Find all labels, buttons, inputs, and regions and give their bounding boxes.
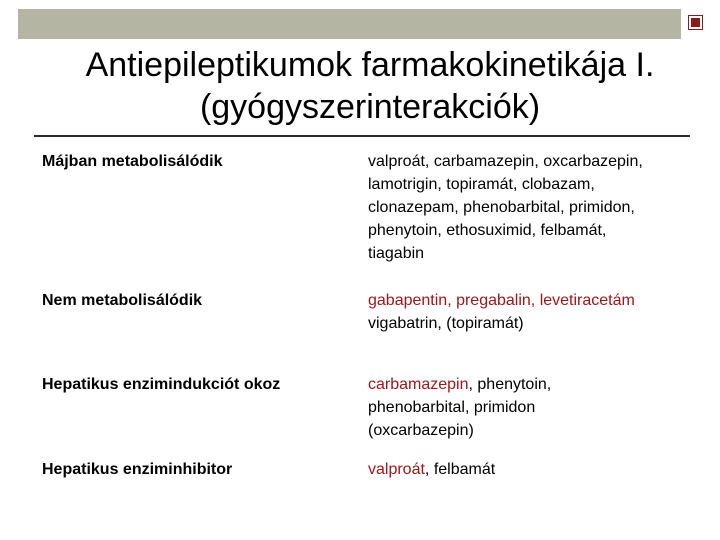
value-line: vigabatrin, (topiramát) (368, 315, 524, 332)
row-value-not-metabolized (368, 289, 688, 335)
slide-top-bar (18, 9, 681, 39)
value-text: , phenytoin, (468, 376, 552, 393)
title-divider (34, 135, 690, 137)
row-value-enzyme-inhibitor (368, 458, 688, 481)
row-label-not-metabolized: Nem metabolisálódik (42, 292, 203, 309)
title-line-2: (gyógyszerinterakciók) (199, 88, 541, 126)
value-line (368, 373, 688, 396)
row-value-metabolized (368, 150, 688, 265)
value-line: clonazepam, phenobarbital, primidon, (368, 199, 635, 216)
value-highlight: carbamazepin (368, 376, 469, 393)
value-line: valproát, carbamazepin, oxcarbazepin, (368, 153, 643, 170)
row-label-metabolized: Májban metabolisálódik (42, 153, 223, 170)
row-label-enzyme-inducer: Hepatikus enzimindukciót okoz (42, 376, 281, 393)
value-line: phenobarbital, primidon (368, 399, 536, 416)
row-label-enzyme-inhibitor: Hepatikus enziminhibitor (42, 461, 233, 478)
value-line: lamotrigin, topiramát, clobazam, (368, 176, 595, 193)
value-line (368, 458, 688, 481)
value-highlight: gabapentin, pregabalin, levetiracetám (368, 292, 635, 309)
value-line: (oxcarbazepin) (368, 422, 474, 439)
value-text: , felbamát (424, 461, 496, 478)
row-value-enzyme-inducer (368, 373, 688, 442)
title-line-1: Antiepileptikumok farmakokinetikája I. (85, 46, 655, 84)
value-highlight: valproát (368, 461, 425, 478)
slide-title (0, 44, 720, 128)
value-line: tiagabin (368, 245, 425, 262)
value-line: phenytoin, ethosuximid, felbamát, (368, 222, 607, 239)
corner-square-icon (688, 15, 703, 30)
